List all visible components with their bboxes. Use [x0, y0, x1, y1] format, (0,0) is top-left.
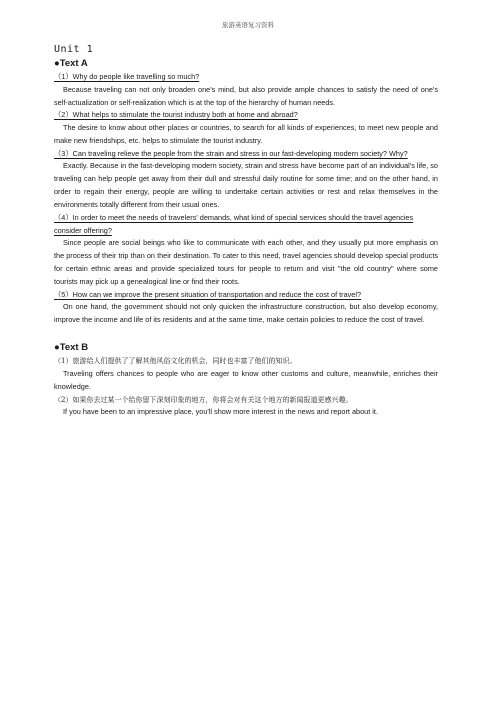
answer: Exactly. Because in the fast-developing modern society, strain and stress have become part of an individual's life, so traveling can help people get away from their dull and stressful daily routine for some time; and on the other hand, in order to regain their energy, people are willing to undertake certain activities or rest and relax themselves in the environments totally different from their usual ones.: [54, 161, 438, 210]
question: （4）In order to meet the needs of travelers' demands, what kind of special services should the travel agencies consider offering?: [54, 213, 414, 235]
page-header: 旅游英语复习资料: [222, 21, 274, 29]
qa-item: [54, 148, 438, 212]
qa-item: [54, 71, 438, 109]
answer: On one hand, the government should not only quicken the infrastructure construction, but also develop economy, improve the income and life of its residents and at the same time, make certain policies to reduce the cost of travel.: [54, 302, 438, 325]
section-title-text-a: ●Text A: [54, 58, 88, 69]
unit-title: Unit 1: [54, 44, 94, 55]
english-translation: Traveling offers chances to people who are eager to know other customs and culture, meanwhile, enriches their knowledge.: [54, 368, 438, 391]
question: （5）How can we improve the present situation of transportation and reduce the cost of travel?: [54, 289, 362, 299]
answer: Because traveling can not only broaden one's mind, but also provide ample chances to satisfy the need of one's self-actualization or self-realization which is at the top of the hierarchy of human needs.: [54, 84, 438, 107]
question: （3）Can traveling relieve the people from the strain and stress in our fast-developing modern society? Why?: [54, 148, 408, 158]
qa-item: [54, 289, 438, 327]
chinese-sentence: （1）旅游给人们提供了了解其他风俗文化的机会，同时也丰富了他们的知识。: [54, 357, 297, 366]
qa-item: [54, 109, 438, 147]
document-body: [54, 44, 438, 419]
english-translation: If you have been to an impressive place, you'll show more interest in the news and report about it.: [63, 407, 378, 417]
question: （1）Why do people like travelling so much?: [54, 72, 200, 81]
answer: Since people are social beings who like to communicate with each other, and they usually put more emphasis on the process of their trip than on their destination. To cater to this need, travel agencies should develop special products for certain ethnic areas and provide specialized tours for people to return and visit "the old country" where some tourists may pick up a genealogical line or find their roots.: [54, 238, 438, 286]
answer: The desire to know about other places or countries, to search for all kinds of experiences, to meet new people and make new friendships, etc. helps to stimulate the tourist industry.: [54, 123, 438, 145]
section-title-text-b: ●Text B: [54, 342, 89, 354]
translation-item: [54, 394, 438, 420]
qa-item: [54, 212, 438, 289]
chinese-sentence: （2）如果你去过某一个给你留下深刻印象的地方，你将会对有关这个地方的新闻报道更感兴趣。: [54, 395, 353, 404]
translation-item: [54, 355, 438, 393]
question: （2）What helps to stimulate the tourist industry both at home and abroad?: [54, 110, 298, 120]
